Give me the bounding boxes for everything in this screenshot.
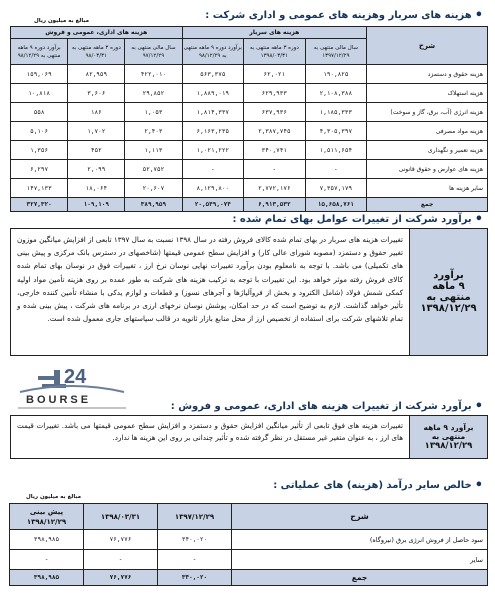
cell: ۲۰,۶۰۷: [125, 179, 182, 198]
cell: ۸,۱۲۹,۸۰۰: [182, 179, 244, 198]
cell: -: [10, 550, 84, 570]
cell: ۵۶۳,۳۷۵: [182, 65, 244, 84]
cell: ۷۶,۷۷۶: [84, 530, 158, 550]
cell: ۱,۱۱۳: [125, 141, 182, 160]
side-line: ۱۳۹۸/۱۲/۲۹: [420, 303, 477, 314]
section4-title: [273, 478, 483, 493]
header-ov-col3: برآورد دوره ۹ ماهه منتهی به ۹۸/۱۲/۲۹: [182, 39, 244, 65]
total-cell: ۶,۹۱۳,۵۳۲: [244, 198, 306, 212]
cell: ۶,۱۶۳,۲۳۵: [182, 122, 244, 141]
cell: ۱,۰۵۳: [125, 103, 182, 122]
side-line: منتهی به: [426, 292, 471, 303]
row-label: هزینه مواد مصرفی: [367, 122, 488, 141]
row-label: هزینه انرژی (آب، برق، گاز و سوخت): [367, 103, 488, 122]
row-label: سایر: [232, 550, 488, 570]
total-label: جمع: [367, 198, 488, 212]
table-row: [11, 103, 488, 122]
total-cell: ۱۵,۶۵۸,۷۶۱: [305, 198, 367, 212]
header-ad-col2: دوره ۳ ماهه منتهی به ۹۸/۰۳/۳۱: [68, 39, 125, 65]
cell: -: [244, 160, 306, 179]
section1-title: [205, 8, 483, 23]
cost-factors-paragraph: تغییرات هزینه های سربار در بهای تمام شده کالای فروش رفته در سال ۱۳۹۸ نسبت به سال ۱۳۹۷ تابعی از افزایش میانگین موزون تغییر حقوق و دستمزد (مصوبه شورای عالی کار) و افزایش سطح عمومی قیمتها (شاخصهای در دسترس بانک مرکزی و پیش بینی های تکمیلی) می باشد. با توجه به نامعلوم بودن برآورد تغییرات نهایی نوسان نرخ ارز ، تغییرات فوق در نوسان بهای تمام شده کالای فروش رفته موثر خواهد بود. این تغییرات با توجه به ترکیب هزینه های شرکت به طور عمده بر روی هزینه تأمین مواد اولیه کمکی شمش فولاد (شامل الکترود و بخش از فروآلیاژها و آجرهای نسوز) و قطعات و لوازم یدکی با منشاء تأمین کننده خارجی، تأثیر خواهد گذاشت. لازم به توضیح است که در حد امکان، پوشش نوسان نرخهای ارزی در برنامه های شرکت ، پیش بینی شده و تمام تلاشهای شرکت برای استفاده از تخصیص ارز از محل منابع بازار ثانویه در قالب سیاستهای جاری معمول شده است.: [17, 235, 403, 324]
logo-number: 24: [64, 366, 87, 388]
total-cell: ۳۲۷,۳۲۰: [11, 198, 68, 212]
cell: ۶۲,۰۲۱: [244, 65, 306, 84]
header-ov-col2: دوره ۳ ماهه منتهی به ۱۳۹۸/۰۳/۳۱: [244, 39, 306, 65]
section3-title-text: برآورد شرکت از تغییرات هزینه های اداری، عمومی و فروش :: [170, 401, 472, 412]
row-label: سایر هزینه ها: [367, 179, 488, 198]
total-row: [11, 198, 488, 212]
cell: ۱,۱۸۵,۳۳۳: [305, 103, 367, 122]
total-row: [10, 570, 488, 586]
cell: ۲,۳۸۷,۷۴۵: [244, 122, 306, 141]
table-row: [11, 160, 488, 179]
cell: ۲۹,۸۵۲: [125, 84, 182, 103]
cell: ۳,۶۰۶: [68, 84, 125, 103]
cell: ۶۳۷,۹۳۶: [244, 103, 306, 122]
bullet-icon: •: [474, 8, 483, 23]
logo-brand: BOURSE: [26, 394, 92, 406]
admin-cost-paragraph: تغییرات هزینه های فوق تابعی از تأثیر میانگین افزایش حقوق و دستمزد و افزایش سطح عمومی قیمتها می باشد. تغییرات قیمت های ارز ، به عنوان متغیر غیر مستقل در نظر گرفته شده و تأثیر چندانی بر روی این هزینه ها ندارد.: [17, 421, 403, 442]
cell: -: [182, 160, 244, 179]
cell: ۱,۸۱۴,۳۳۷: [182, 103, 244, 122]
cell: ۳۴۰,۷۴۱: [244, 141, 306, 160]
total-cell: ۲۰,۵۴۹,۰۷۴: [182, 198, 244, 212]
section1-unit: مبالغ به میلیون ریال: [34, 18, 90, 24]
cell: ۶۲۹,۹۳۳: [244, 84, 306, 103]
section1-title-text: هزینه های سربار وهزینه های عمومی و اداری شرکت :: [205, 10, 472, 21]
header-col3: [10, 504, 84, 530]
cell: ۳۹۸,۹۸۵: [10, 530, 84, 550]
overhead-admin-table: [10, 26, 488, 212]
total-cell: ۳۸۹,۹۵۹: [125, 198, 182, 212]
side-line: برآورد: [433, 270, 464, 281]
cell: ۱,۵۱۱,۶۵۴: [305, 141, 367, 160]
cell: ۴,۳۰۵,۳۹۷: [305, 122, 367, 141]
cost-factors-box: [10, 228, 488, 356]
side-line: منتهی به: [431, 432, 466, 441]
header-ad-col1: سال مالی منتهی به ۹۷/۱۲/۲۹: [125, 39, 182, 65]
bullet-icon: •: [474, 399, 483, 414]
header-admin-group: هزینه های اداری، عمومی و فروش: [11, 27, 183, 39]
cell: ۱۵۹,۰۶۹: [11, 65, 68, 84]
section4-unit: مبالغ به میلیون ریال: [26, 494, 82, 500]
table-row: [11, 141, 488, 160]
section4-title-text: خالص سایر درآمد (هزینه) های عملیاتی :: [273, 480, 472, 491]
table-row: [10, 550, 488, 570]
header-sharh: شرح: [232, 504, 488, 530]
cell: -: [158, 550, 232, 570]
cell: ۵,۱۰۶: [11, 122, 68, 141]
total-cell: ۳۹۸,۹۸۵: [10, 570, 84, 586]
total-label: جمع: [232, 570, 488, 586]
bullet-icon: •: [474, 478, 483, 493]
cell: ۱,۳۵۶: [11, 141, 68, 160]
cell: ۱۸۶: [68, 103, 125, 122]
bullet-icon: •: [474, 212, 483, 227]
table-row: [11, 179, 488, 198]
cell: ۵۵۸: [11, 103, 68, 122]
cell: ۱,۷۰۲: [68, 122, 125, 141]
header-col3-line1: پیش بینی: [29, 507, 64, 516]
side-line: ۱۳۹۸/۱۲/۲۹: [424, 441, 473, 451]
side-line: ۹ ماهه: [432, 281, 465, 292]
table-row: [11, 122, 488, 141]
row-label: هزینه استهلاک: [367, 84, 488, 103]
cell: ۲,۷۷۲,۱۷۶: [244, 179, 306, 198]
row-label: سود حاصل از فروش انرژی برق (نیروگاه): [232, 530, 488, 550]
total-cell: ۷۶,۷۷۶: [84, 570, 158, 586]
cell: ۱۰,۸۱۸: [11, 84, 68, 103]
admin-cost-box: [10, 415, 488, 459]
cell: ۴۵۲: [68, 141, 125, 160]
section2-title-text: برآورد شرکت از تغییرات عوامل بهای تمام شده :: [232, 214, 472, 225]
table-row: [11, 84, 488, 103]
cell: ۲,۴۰۳: [125, 122, 182, 141]
section3-title: [171, 399, 483, 414]
cell: ۲,۱۰۸,۳۸۸: [305, 84, 367, 103]
table-row: [10, 530, 488, 550]
cell: ۱۸,۰۶۴: [68, 179, 125, 198]
cell: ۳۴۰,۰۲۰: [158, 530, 232, 550]
table-row: [11, 65, 488, 84]
header-col1: ۱۳۹۷/۱۲/۲۹: [158, 504, 232, 530]
other-income-table: [10, 503, 488, 586]
total-cell: ۳۴۰,۰۲۰: [158, 570, 232, 586]
cell: ۴۲۲,۰۱۰: [125, 65, 182, 84]
total-cell: ۱۰۹,۱۰۹: [68, 198, 125, 212]
header-sharh: شرح: [367, 27, 488, 65]
header-ov-col1: سال مالی منتهی به ۱۳۹۷/۱۲/۲۹: [305, 39, 367, 65]
bourse24-logo: [12, 362, 132, 414]
cell: ۸۲,۹۵۹: [68, 65, 125, 84]
header-col2: ۱۳۹۸/۰۳/۳۱: [84, 504, 158, 530]
cell: -: [84, 550, 158, 570]
row-label: هزینه های عوارض و حقوق قانونی: [367, 160, 488, 179]
side-line: برآورد ۹ ماهه: [423, 423, 474, 432]
cell: ۷,۳۵۷,۱۷۹: [305, 179, 367, 198]
cell: ۱۹۰,۸۲۵: [305, 65, 367, 84]
estimate-side-label: [409, 416, 487, 458]
cell: ۵۲,۷۵۲: [125, 160, 182, 179]
cell: ۲,۰۹۹: [68, 160, 125, 179]
header-col3-line2: ۱۳۹۸/۱۲/۲۹: [26, 517, 67, 526]
cell: ۶,۲۹۷: [11, 160, 68, 179]
header-overhead-group: هزینه های سربار: [182, 27, 367, 39]
estimate-side-label: [409, 229, 487, 355]
cell: -: [305, 160, 367, 179]
cell: ۱,۸۸۹,۰۱۹: [182, 84, 244, 103]
cell: ۱۴۷,۱۳۳: [11, 179, 68, 198]
section2-title: [232, 212, 483, 227]
cell: ۱,۰۲۱,۲۲۲: [182, 141, 244, 160]
row-label: هزینه حقوق و دستمزد: [367, 65, 488, 84]
header-ad-col3: برآورد دوره ۹ ماهه منتهی به ۹۸/۱۲/۲۹: [11, 39, 68, 65]
row-label: هزینه تعمیر و نگهداری: [367, 141, 488, 160]
